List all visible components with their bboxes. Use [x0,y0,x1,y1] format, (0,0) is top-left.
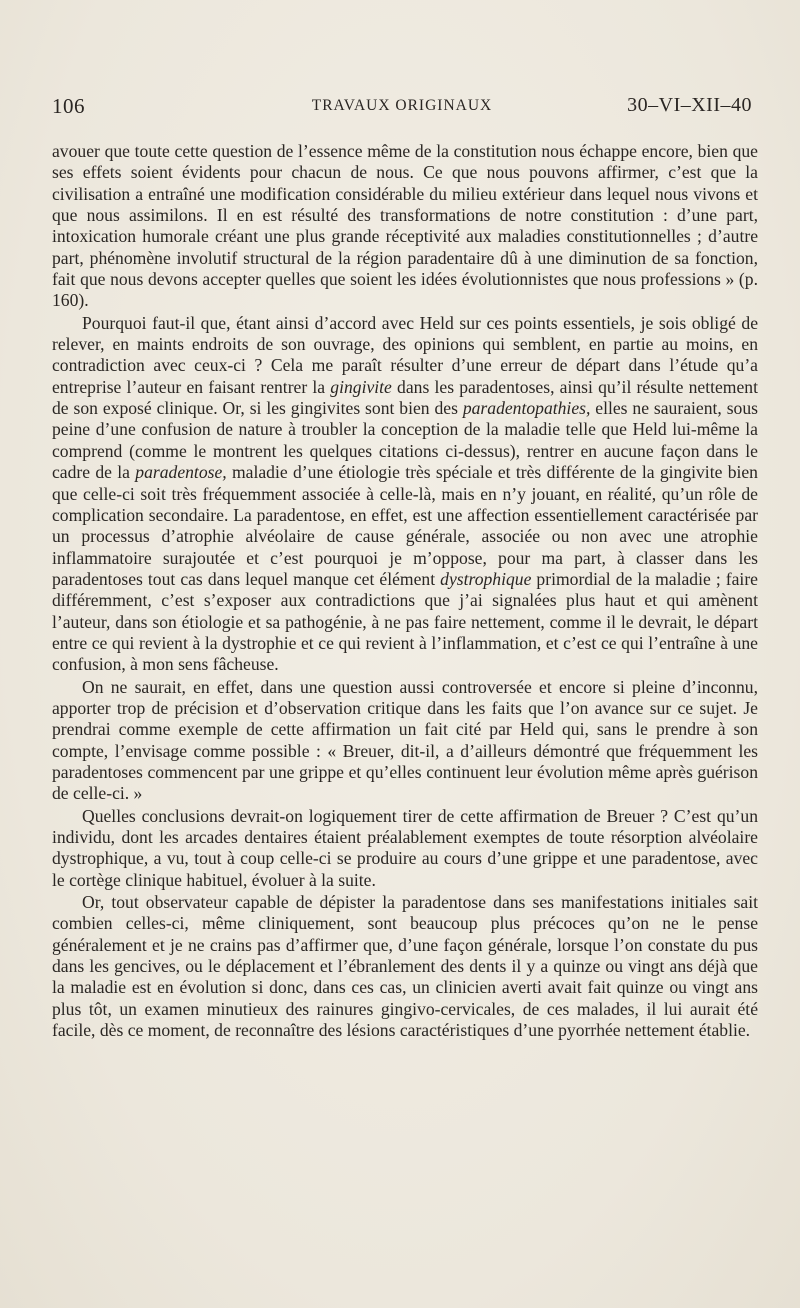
running-title: TRAVAUX ORIGINAUX [311,97,493,114]
paragraph-2 [52,313,758,676]
article-body [52,141,758,1041]
paragraph-1: avouer que toute cette question de l’essence même de la constitution nous échappe encore, bien que ses effets soient évidents pour chacun de nous. Ce que nous pouvons affirmer, c’est que la civilisation a entraîné une modification considérable du milieu extérieur dans lequel nous vivons et que nous assimilons. Il en est résulté des transformations de notre constitution : d’une part, intoxication humorale créant une plus grande réceptivité aux maladies constitutionnelles ; d’autre part, phénomène involutif structural de la région paradentaire dû à une diminution de sa fonction, fait que nous devons accepter quelles que soient les idées évolutionnistes que nous professions » (p. 160). [52,141,758,311]
emphasis-paradentopathies: paradentopathies, [462,398,591,419]
issue-reference: 30–VI–XII–40 [627,94,752,116]
paragraph-2-segment-4: maladie d’une étiologie très spéciale et très différente de la gingivite bien que celle-ci soit très fréquemment associée à celle-là, mais en n’y jouant, en réalité, qu’un rôle de complication secondaire. La paradentose, en effet, est une affection essentiellement caractérisée par un processus d’atrophie alvéolaire de cause générale, associée ou non avec une atrophie inflammatoire surajoutée et c’est pourquoi je m’oppose, pour ma part, à classer dans les paradentoses tout cas dans lequel manque cet élément [52,462,758,589]
emphasis-paradentose: paradentose, [135,462,227,483]
emphasis-gingivite: gingivite [330,376,392,397]
paragraph-2-segment-2: dans les paradentoses, ainsi qu’il résulte nettement de son exposé clinique. Or, si les gingivites sont bien des [52,376,758,419]
paragraph-5: Or, tout observateur capable de dépister la paradentose dans ses manifestations initiales sait combien celles-ci, même cliniquement, sont beaucoup plus précoces qu’on ne le pense généralement et je ne crains pas d’affirmer que, d’une façon générale, lorsque l’on constate du pus dans les gencives, ou le déplacement et l’ébranlement des dents il y a quinze ou vingt ans déjà que la maladie est en évolution si donc, dans ces cas, un clinicien averti avait fait quinze ou vingt ans plus tôt, un examen minutieux des rainures gingivo-cervicales, de ces malades, il lui aurait été facile, dès ce moment, de reconnaître des lésions caractéristiques d’une pyorrhée nettement établie. [52,892,758,1041]
page-number: 106 [52,94,85,118]
page-header [52,94,752,122]
paragraph-3: On ne saurait, en effet, dans une question aussi controversée et encore si pleine d’inconnu, apporter trop de précision et d’observation critique dans les faits que l’on avance sur ce sujet. Je prendrai comme exemple de cette affirmation un fait cité par Held qui, sans le prendre à son compte, l’envisage comme possible : « Breuer, dit-il, a d’ailleurs démontré que fréquemment les paradentoses commencent par une grippe et qu’elles continuent leur évolution même après guérison de celle-ci. » [52,676,758,804]
paragraph-2-segment-1: Pourquoi faut-il que, étant ainsi d’accord avec Held sur ces points essentiels, je sois obligé de relever, en maints endroits de son ouvrage, des opinions qui semblent, en partie au moins, en contradiction avec ceux-ci ? Cela me paraît résulter d’une erreur de départ dans l’étude qu’a entreprise l’auteur en faisant rentrer la [52,312,758,397]
paragraph-4: Quelles conclusions devrait-on logiquement tirer de cette affirmation de Breuer ? C’est qu’un individu, dont les arcades dentaires étaient préalablement exemptes de toute résorption alvéolaire dystrophique, a vu, tout à coup celle-ci se produire au cours d’une grippe et une paradentose, avec le cortège clinique habituel, évoluer à la suite. [52,805,758,890]
emphasis-dystrophique: dystrophique [440,568,532,589]
paragraph-2-segment-5: primordial de la maladie ; faire différemment, c’est s’exposer aux contradictions que j’ai signalées plus haut et qui amènent l’auteur, dans son étiologie et sa pathogénie, à ne pas faire nettement, comme il le devrait, le départ entre ce qui revient à la dystrophie et ce qui revient à l’inflammation, et c’est ce qui l’entraîne à une confusion, à mon sens fâcheuse. [52,568,758,675]
paragraph-2-segment-3: elles ne sauraient, sous peine d’une confusion de nature à troubler la conception de la maladie telle que Held lui-même la comprend (comme le montrent les quelques citations ci-dessus), rentrer en aucune façon dans le cadre de la [52,398,758,483]
